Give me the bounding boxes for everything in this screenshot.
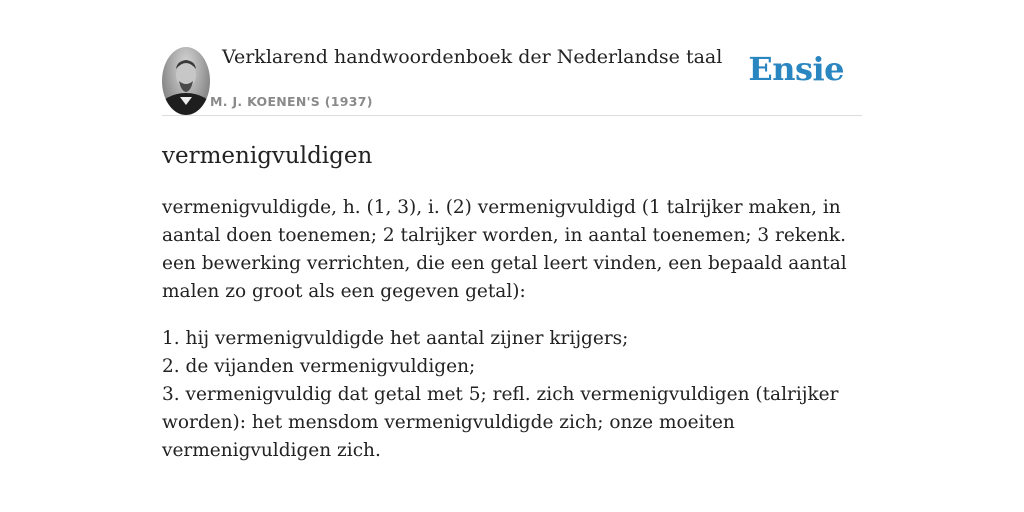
entry-headword: vermenigvuldigen xyxy=(162,143,373,169)
entry-examples xyxy=(162,325,862,465)
brand-logo-link[interactable]: Ensie xyxy=(748,50,844,88)
example-item: 1. hij vermenigvuldigde het aantal zijner krijgers; xyxy=(162,328,629,349)
example-item: 2. de vijanden vermenigvuldigen; xyxy=(162,356,476,377)
book-title: Verklarend handwoordenboek der Nederlandse taal xyxy=(222,46,723,68)
author-portrait-icon xyxy=(162,47,210,115)
author-label: M. J. KOENEN'S (1937) xyxy=(210,94,373,109)
page-container xyxy=(162,40,862,465)
example-item: 3. vermenigvuldig dat getal met 5; refl. zich vermenigvuldigen (talrijker worden): het mensdom vermenigvuldigde zich; onze moeiten vermenigvuldigen zich. xyxy=(162,384,839,461)
entry-definition: vermenigvuldigde, h. (1, 3), i. (2) vermenigvuldigd (1 talrijker maken, in aantal doen toenemen; 2 talrijker worden, in aantal toenemen; 3 rekenk. een bewerking verrichten, die een getal leert vinden, een bepaald aantal malen zo groot als een gegeven getal): xyxy=(162,197,847,302)
page-header xyxy=(162,40,862,116)
